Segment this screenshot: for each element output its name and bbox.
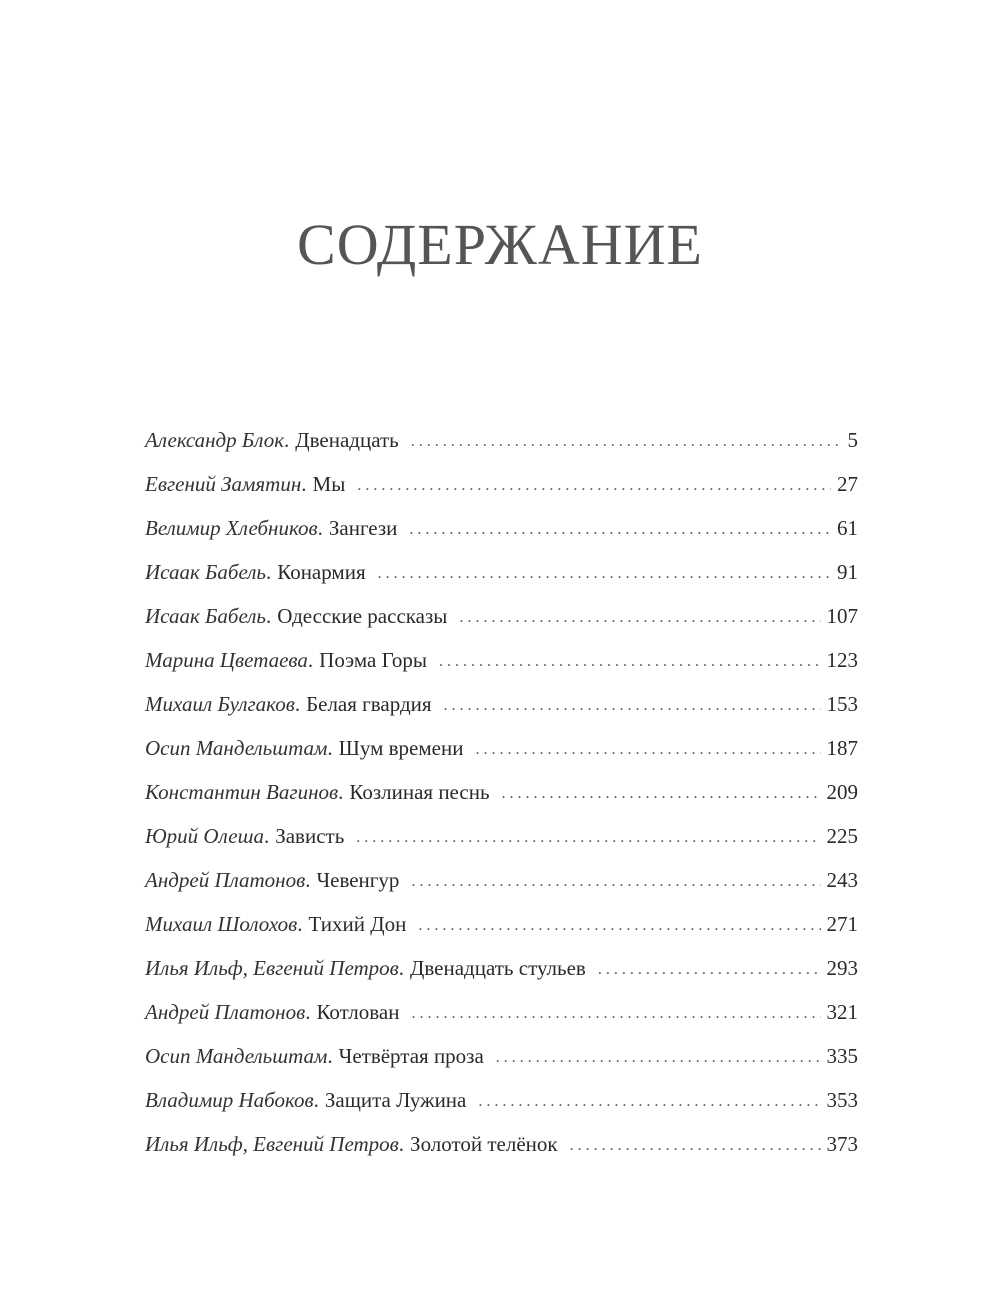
toc-page-number: 321	[826, 1000, 858, 1024]
dot-leader	[598, 948, 821, 992]
toc-entry: Исаак Бабель . Конармия . . . 91	[145, 550, 858, 594]
dot-leader	[496, 1036, 821, 1080]
toc-author: Илья Ильф, Евгений Петров	[145, 956, 399, 980]
dot-leader	[475, 728, 820, 772]
toc-page-number: 209	[826, 780, 858, 804]
toc-title: Защита Лужина	[324, 1088, 467, 1112]
toc-entry: Владимир Набоков . Защита Лужина . . . 353	[145, 1078, 858, 1122]
toc-page-number: 225	[826, 824, 858, 848]
toc-page-number: 335	[826, 1044, 858, 1068]
dot-leader	[356, 816, 820, 860]
toc-title: Конармия	[277, 560, 366, 584]
toc-page-number: 353	[826, 1088, 858, 1112]
table-of-contents	[145, 418, 858, 1166]
toc-author: Владимир Набоков	[145, 1088, 314, 1112]
toc-author: Евгений Замятин	[145, 472, 302, 496]
toc-entry: Исаак Бабель . Одесские рассказы . . . 107	[145, 594, 858, 638]
toc-page-number: 187	[826, 736, 858, 760]
dot-leader	[418, 904, 820, 948]
toc-author: Михаил Шолохов	[145, 912, 298, 936]
toc-entry: Илья Ильф, Евгений Петров . Золотой телёнок . . . 373	[145, 1122, 858, 1166]
toc-page-number: 5	[847, 428, 858, 452]
toc-page-number: 243	[826, 868, 858, 892]
toc-title: Тихий Дон	[308, 912, 407, 936]
toc-title: Белая гвардия	[306, 692, 432, 716]
toc-entry: Илья Ильф, Евгений Петров . Двенадцать стульев . . . 293	[145, 946, 858, 990]
toc-entry: Александр Блок . Двенадцать . . . 5	[145, 418, 858, 462]
toc-title: Одесские рассказы	[277, 604, 448, 628]
toc-page-number: 107	[826, 604, 858, 628]
toc-author: Осип Мандельштам	[145, 1044, 328, 1068]
toc-title: Чевенгур	[316, 868, 400, 892]
toc-entry: Осип Мандельштам . Четвёртая проза . . . 335	[145, 1034, 858, 1078]
toc-author: Осип Мандельштам	[145, 736, 328, 760]
toc-page-number: 271	[826, 912, 858, 936]
toc-title: Мы	[312, 472, 346, 496]
page-title: СОДЕРЖАНИЕ	[297, 212, 703, 277]
toc-entry: Юрий Олеша . Зависть . . . 225	[145, 814, 858, 858]
toc-author: Исаак Бабель	[145, 560, 266, 584]
toc-author: Марина Цветаева	[145, 648, 308, 672]
toc-entry: Велимир Хлебников . Зангези . . . 61	[145, 506, 858, 550]
toc-author: Велимир Хлебников	[145, 516, 318, 540]
toc-page-number: 61	[837, 516, 858, 540]
dot-leader	[411, 420, 842, 464]
toc-entry: Андрей Платонов . Котлован . . . 321	[145, 990, 858, 1034]
dot-leader	[478, 1080, 820, 1124]
toc-entry: Андрей Платонов . Чевенгур . . . 243	[145, 858, 858, 902]
toc-entry: Константин Вагинов . Козлиная песнь . . . 209	[145, 770, 858, 814]
toc-author: Александр Блок	[145, 428, 285, 452]
toc-author: Михаил Булгаков	[145, 692, 295, 716]
toc-title: Золотой телёнок	[410, 1132, 558, 1156]
toc-title: Двенадцать стульев	[410, 956, 586, 980]
toc-title: Котлован	[316, 1000, 400, 1024]
toc-author: Андрей Платонов	[145, 1000, 306, 1024]
toc-title: Поэма Горы	[319, 648, 428, 672]
toc-page-number: 91	[837, 560, 858, 584]
dot-leader	[502, 772, 821, 816]
toc-title: Шум времени	[338, 736, 464, 760]
toc-title: Козлиная песнь	[349, 780, 490, 804]
toc-page-number: 123	[826, 648, 858, 672]
toc-author: Юрий Олеша	[145, 824, 264, 848]
dot-leader	[444, 684, 821, 728]
toc-entry: Михаил Шолохов . Тихий Дон . . . 271	[145, 902, 858, 946]
toc-page-number: 293	[826, 956, 858, 980]
toc-title: Зангези	[328, 516, 398, 540]
toc-entry: Марина Цветаева . Поэма Горы . . . 123	[145, 638, 858, 682]
toc-page-number: 153	[826, 692, 858, 716]
toc-entry: Осип Мандельштам . Шум времени . . . 187	[145, 726, 858, 770]
toc-page-number: 373	[826, 1132, 858, 1156]
toc-author: Илья Ильф, Евгений Петров	[145, 1132, 399, 1156]
dot-leader	[570, 1124, 821, 1168]
toc-author: Андрей Платонов	[145, 868, 306, 892]
dot-leader	[357, 464, 831, 508]
toc-title: Четвёртая проза	[338, 1044, 484, 1068]
toc-author: Исаак Бабель	[145, 604, 266, 628]
toc-entry: Михаил Булгаков . Белая гвардия . . . 153	[145, 682, 858, 726]
dot-leader	[459, 596, 820, 640]
toc-author: Константин Вагинов	[145, 780, 339, 804]
dot-leader	[378, 552, 831, 596]
dot-leader	[411, 860, 820, 904]
dot-leader	[439, 640, 820, 684]
toc-title: Двенадцать	[295, 428, 399, 452]
dot-leader	[411, 992, 820, 1036]
toc-title: Зависть	[275, 824, 345, 848]
dot-leader	[409, 508, 831, 552]
toc-entry: Евгений Замятин . Мы . . . 27	[145, 462, 858, 506]
toc-page-number: 27	[837, 472, 858, 496]
